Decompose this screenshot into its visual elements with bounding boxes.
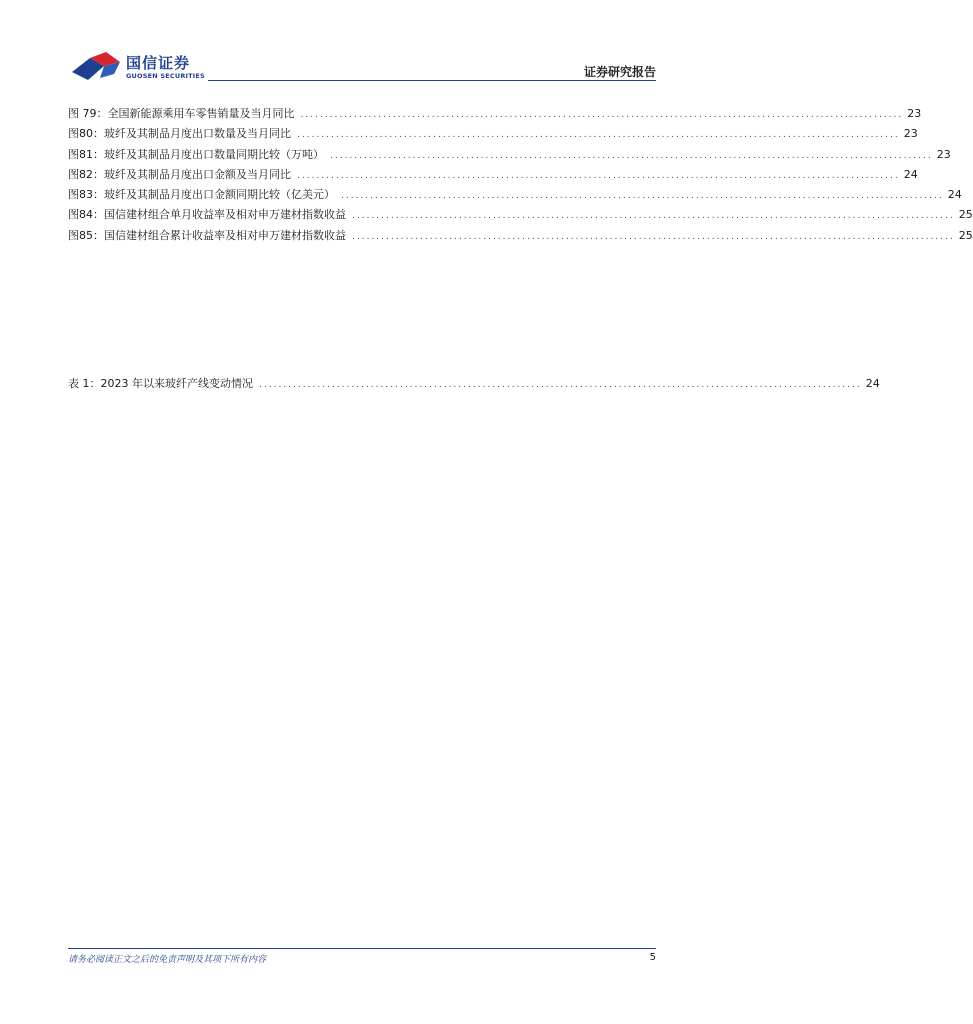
report-type-label: 证券研究报告	[583, 65, 656, 79]
toc-entry-figure-85[interactable]	[68, 226, 973, 246]
toc-entry-figure-79[interactable]	[68, 104, 922, 124]
header-divider	[208, 80, 656, 81]
guosen-logo	[70, 50, 210, 84]
toc-entry-label: 图81：	[68, 147, 104, 161]
toc-entry-page: 23	[936, 147, 951, 161]
toc-entry-label: 表 1：	[68, 377, 101, 390]
toc-entry-page: 25	[958, 208, 973, 222]
toc-entry-page: 24	[865, 377, 880, 390]
toc-entry-label: 图85：	[68, 228, 104, 242]
page-header	[0, 0, 724, 90]
toc-entry-label: 图80：	[68, 127, 104, 141]
logo-chinese-name: 国信证券	[126, 54, 191, 72]
toc-entry-title: 国信建材组合累计收益率及相对申万建材指数收益	[104, 228, 346, 242]
disclaimer-note: 请务必阅读正文之后的免责声明及其项下所有内容	[68, 955, 267, 965]
guosen-logo-icon	[70, 50, 124, 84]
toc-leader-dots: ............................................................................................................................	[330, 150, 933, 161]
logo-english-name: GUOSEN SECURITIES	[126, 72, 205, 80]
toc-entry-title: 玻纤及其制品月度出口数量及当月同比	[104, 127, 291, 141]
toc-entry-figure-81[interactable]	[68, 145, 951, 165]
toc-entry-label: 图84：	[68, 208, 104, 222]
toc-entry-page: 24	[903, 167, 918, 181]
toc-entry-table-1[interactable]	[68, 374, 880, 394]
toc-entry-figure-80[interactable]	[68, 124, 918, 144]
toc-leader-dots: ............................................................................................................................	[300, 110, 904, 120]
toc-leader-dots: ............................................................................................................................	[297, 170, 900, 181]
toc-leader-dots: ............................................................................................................................	[352, 231, 955, 242]
table-index	[68, 374, 880, 394]
toc-entry-page: 25	[958, 228, 973, 242]
toc-entry-label: 图82：	[68, 167, 104, 181]
toc-leader-dots: ............................................................................................................................	[297, 130, 900, 141]
toc-entry-page: 24	[947, 188, 962, 202]
toc-entry-title: 2023 年以来玻纤产线变动情况	[100, 377, 253, 390]
toc-entry-title: 玻纤及其制品月度出口数量同期比较（万吨）	[104, 147, 324, 161]
toc-entry-title: 全国新能源乘用车零售销量及当月同比	[107, 107, 295, 120]
toc-leader-dots: ............................................................................................................................	[352, 211, 955, 222]
toc-entry-figure-82[interactable]	[68, 165, 918, 185]
figure-index	[68, 104, 973, 246]
toc-entry-title: 玻纤及其制品月度出口金额同期比较（亿美元）	[104, 188, 335, 202]
toc-leader-dots: ............................................................................................................................	[259, 380, 862, 390]
footer-divider	[68, 948, 656, 949]
toc-leader-dots: ............................................................................................................................	[341, 191, 944, 202]
page-number: 5	[649, 952, 656, 963]
toc-entry-page: 23	[903, 127, 918, 141]
toc-entry-title: 国信建材组合单月收益率及相对申万建材指数收益	[104, 208, 346, 222]
toc-entry-title: 玻纤及其制品月度出口金额及当月同比	[104, 167, 291, 181]
toc-entry-figure-84[interactable]	[68, 205, 973, 225]
toc-entry-figure-83[interactable]	[68, 185, 962, 205]
toc-entry-label: 图 79：	[68, 107, 108, 120]
toc-entry-label: 图83：	[68, 188, 104, 202]
toc-entry-page: 23	[907, 107, 922, 120]
